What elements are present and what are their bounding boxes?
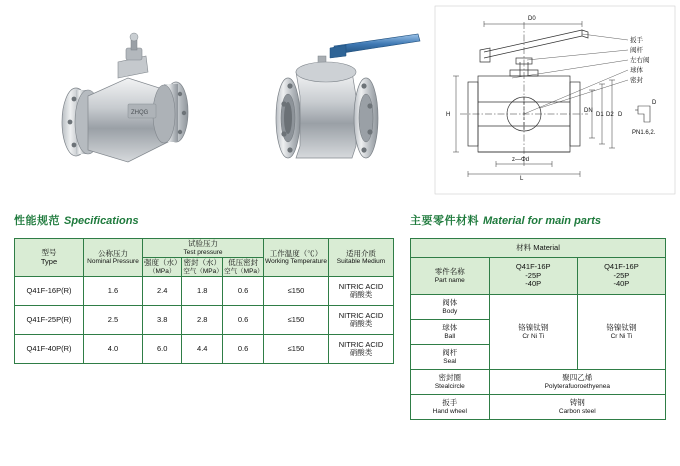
cell-low-seal: 0.6 — [223, 335, 264, 364]
cell-material-span: 聚四乙烯 Polyterafuoroethyenea — [489, 370, 665, 395]
cell-medium: NITRIC ACID 硝酸类 — [329, 277, 394, 306]
cell-low-seal: 0.6 — [223, 277, 264, 306]
dim-D2: D2 — [606, 112, 614, 118]
callout-4: 密封 — [630, 77, 643, 84]
cell-type: Q41F-40P(R) — [15, 335, 84, 364]
specs-heading-cn: 性能规范 — [14, 215, 60, 227]
col-low-seal-air: 低压密封 空气（MPa） — [224, 258, 264, 275]
table-header-row — [15, 239, 394, 258]
specifications-table — [14, 238, 394, 364]
col-material-1: Q41F-16P -25P -40P — [489, 258, 577, 295]
col-seal-air: 密封（水） 空气（MPa） — [183, 258, 223, 275]
cell-medium: NITRIC ACID 硝酸类 — [329, 306, 394, 335]
dim-DN: DN — [584, 108, 593, 114]
cell-type: Q41F-16P(R) — [15, 277, 84, 306]
cell-temp: ≤150 — [264, 335, 329, 364]
material-table — [410, 238, 666, 420]
callout-3: 球体 — [630, 67, 643, 74]
cell-part: 阀杆 Seal — [411, 345, 490, 370]
cell-part: 球体 Ball — [411, 320, 490, 345]
cell-nominal: 4.0 — [84, 335, 143, 364]
specs-heading-en: Specifications — [64, 215, 139, 227]
cell-strength: 3.8 — [143, 306, 182, 335]
col-part-name: 零件名称 Part name — [411, 258, 490, 295]
dim-L: L — [520, 176, 524, 182]
specs-heading — [14, 212, 139, 228]
cell-part: 密封圈 Stealcircle — [411, 370, 490, 395]
cell-medium: NITRIC ACID 硝酸类 — [329, 335, 394, 364]
col-strength: 强度（水） （MPa） — [144, 258, 182, 275]
cell-strength: 6.0 — [143, 335, 182, 364]
cell-temp: ≤150 — [264, 277, 329, 306]
cell-seal: 1.8 — [182, 277, 223, 306]
cell-part: 扳手 Hand wheel — [411, 395, 490, 420]
cell-nominal: 1.6 — [84, 277, 143, 306]
cell-seal: 4.4 — [182, 335, 223, 364]
svg-text:ZHQG: ZHQG — [131, 110, 149, 116]
material-title-cell: 材料 Material — [411, 239, 666, 258]
material-heading-cn: 主要零件材料 — [410, 215, 479, 227]
callout-1: 阀杆 — [630, 47, 643, 54]
dim-D: D — [618, 112, 623, 118]
col-working-temp: 工作温度（℃） Working Temperature — [264, 239, 329, 277]
table-row — [411, 370, 666, 395]
cell-material-span: 铸钢 Carbon steel — [489, 395, 665, 420]
table-subheader-row — [411, 258, 666, 295]
cell-low-seal: 0.6 — [223, 306, 264, 335]
valve-photo-right — [276, 34, 420, 158]
dim-D0: D0 — [528, 16, 536, 22]
valve-photo-left — [62, 33, 188, 162]
table-row — [411, 395, 666, 420]
valve-photos — [0, 0, 430, 196]
callout-0: 扳手 — [630, 37, 643, 44]
cell-strength: 2.4 — [143, 277, 182, 306]
callout-2: 左右阀 — [630, 57, 650, 64]
dim-H: H — [446, 112, 451, 118]
valve-photo-group — [0, 0, 430, 196]
col-type: 型号 Type — [15, 239, 84, 277]
dim-zd: z—Φd — [512, 157, 530, 163]
dim-D1: D1 — [596, 112, 604, 118]
table-row — [15, 277, 394, 306]
drawing-note: PN1.6,2. — [632, 130, 656, 136]
cell-nominal: 2.5 — [84, 306, 143, 335]
table-header-row — [411, 239, 666, 258]
cell-part: 阀体 Body — [411, 295, 490, 320]
material-heading-en: Material for main parts — [483, 215, 601, 227]
col-suitable-medium: 适用介质 Suitable Medium — [329, 239, 394, 277]
cell-temp: ≤150 — [264, 306, 329, 335]
cell-material-2: 铬镍钛钢 Cr Ni Ti — [577, 295, 665, 370]
cell-type: Q41F-25P(R) — [15, 306, 84, 335]
detail-label: D — [652, 100, 657, 106]
col-test-pressure: 试验压力 Test pressure — [143, 239, 264, 258]
cell-material-1: 铬镍钛钢 Cr Ni Ti — [489, 295, 577, 370]
col-material-2: Q41F-16P -25P -40P — [577, 258, 665, 295]
table-row — [15, 306, 394, 335]
valve-technical-drawing — [432, 4, 678, 196]
table-row — [15, 335, 394, 364]
cell-seal: 2.8 — [182, 306, 223, 335]
material-heading — [410, 212, 601, 228]
col-nominal-pressure: 公称压力 Nominal Pressure — [84, 239, 143, 277]
table-row — [411, 295, 666, 320]
